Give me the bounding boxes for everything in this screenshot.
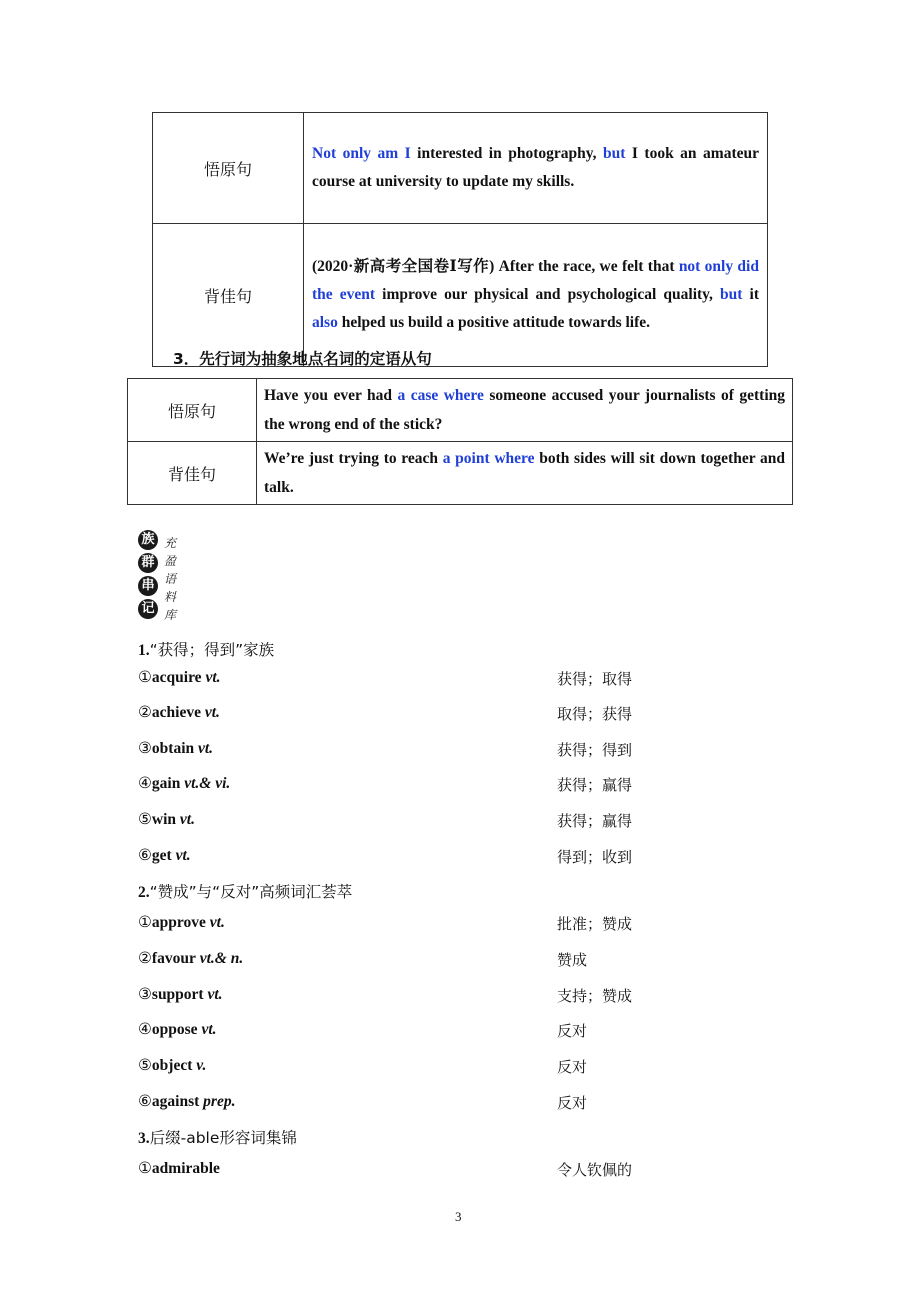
item-number: ② — [138, 950, 152, 967]
part-of-speech: vt.& vi. — [184, 775, 231, 792]
item-number: ⑥ — [138, 847, 152, 864]
vocab-row — [138, 1092, 698, 1111]
vocab-word: obtain — [151, 740, 195, 757]
sentence-fragment: it — [742, 286, 760, 303]
highlighted-phrase: not only did the event — [312, 258, 759, 303]
vocab-word: achieve — [151, 704, 201, 721]
item-number: ⑤ — [138, 811, 152, 828]
vocab-word: favour — [151, 950, 196, 967]
vocab-row — [138, 810, 698, 829]
vocab-meaning: 反对 — [557, 1094, 588, 1112]
group-title: “赞成”与“反对”高频词汇荟萃 — [149, 883, 353, 901]
vocab-word: object — [151, 1057, 193, 1074]
badge-side-char: 充 — [164, 536, 177, 550]
highlighted-phrase: a case where — [397, 387, 484, 404]
badge-char: 族 — [138, 530, 158, 550]
row-label: 悟原句 — [153, 113, 304, 224]
part-of-speech: vt. — [207, 986, 223, 1003]
item-number: ⑥ — [138, 1093, 152, 1110]
vocab-meaning: 赞成 — [557, 951, 588, 969]
vocab-word: win — [151, 811, 177, 828]
vocab-meaning: 令人钦佩的 — [557, 1161, 633, 1179]
part-of-speech: vt. — [204, 704, 220, 721]
vocab-row — [138, 1159, 698, 1178]
badge-char: 群 — [138, 553, 158, 573]
vocab-row — [138, 846, 698, 865]
item-number: ① — [138, 1160, 152, 1177]
vocab-word: acquire — [151, 669, 202, 686]
group-heading — [138, 880, 352, 902]
section-heading: 3．先行词为抽象地点名词的定语从句 — [173, 350, 432, 368]
part-of-speech: vt. — [175, 847, 191, 864]
badge-char: 记 — [138, 599, 158, 619]
item-number: ④ — [138, 1021, 152, 1038]
vocab-meaning: 批准；赞成 — [557, 915, 633, 933]
vocab-meaning: 得到；收到 — [557, 848, 633, 866]
item-number: ④ — [138, 775, 152, 792]
vocab-word: get — [151, 847, 172, 864]
vocab-row — [138, 949, 698, 968]
group-number: 3. — [138, 1130, 150, 1147]
part-of-speech: prep. — [203, 1093, 236, 1110]
highlighted-phrase: but — [603, 145, 626, 162]
vocab-word: approve — [151, 914, 206, 931]
vocab-word: against — [151, 1093, 200, 1110]
part-of-speech: vt.& n. — [199, 950, 244, 967]
vocab-row — [138, 1056, 698, 1075]
highlighted-phrase: a point where — [442, 450, 535, 467]
sentence-table-2 — [127, 378, 793, 505]
highlighted-phrase: also — [312, 314, 338, 331]
highlighted-phrase: but — [720, 286, 743, 303]
sentence-text — [304, 224, 768, 367]
vocab-word: oppose — [151, 1021, 198, 1038]
badge-side-char: 库 — [164, 608, 177, 622]
vocab-row — [138, 703, 698, 722]
row-label: 背佳句 — [153, 224, 304, 367]
vocab-row — [138, 668, 698, 687]
sentence-fragment: someone accused your journalists of getting the wrong end of the stick? — [264, 387, 786, 433]
item-number: ① — [138, 669, 152, 686]
badge-side-char: 语 — [164, 572, 177, 586]
vocab-word: gain — [151, 775, 181, 792]
vocab-meaning: 反对 — [557, 1058, 588, 1076]
item-number: ② — [138, 704, 152, 721]
vocab-row — [138, 913, 698, 932]
highlighted-phrase: Not only am I — [312, 145, 411, 162]
vocab-meaning: 取得；获得 — [557, 705, 633, 723]
vocab-meaning: 获得；取得 — [557, 670, 633, 688]
group-number: 1. — [138, 642, 150, 659]
row-label: 悟原句 — [128, 379, 257, 442]
item-number: ① — [138, 914, 152, 931]
sentence-fragment: interested in photography, — [410, 145, 603, 162]
group-title: 后缀-able形容词集锦 — [149, 1129, 297, 1147]
sentence-fragment: both sides will sit down together and talk. — [264, 450, 785, 496]
vocab-row — [138, 1020, 698, 1039]
vocab-meaning: 反对 — [557, 1022, 588, 1040]
sentence-text — [304, 113, 768, 224]
badge-side-char: 盈 — [164, 554, 177, 568]
vocab-meaning: 获得；赢得 — [557, 812, 633, 830]
sentence-table-1 — [152, 112, 768, 367]
part-of-speech: vt. — [209, 914, 225, 931]
part-of-speech: vt. — [201, 1021, 217, 1038]
sentence-fragment: I took an amateur course at university to update my skills. — [312, 145, 759, 190]
vocab-row — [138, 985, 698, 1004]
item-number: ⑤ — [138, 1057, 152, 1074]
part-of-speech: vt. — [198, 740, 214, 757]
page-number: 3 — [455, 1209, 462, 1224]
row-label: 背佳句 — [128, 442, 257, 505]
vocab-meaning: 获得；得到 — [557, 741, 633, 759]
part-of-speech: vt. — [205, 669, 221, 686]
vocab-word: support — [151, 986, 204, 1003]
group-heading — [138, 638, 274, 660]
group-heading — [138, 1126, 297, 1148]
sentence-text — [257, 442, 793, 505]
badge-side-char: 料 — [164, 590, 177, 604]
vocab-meaning: 获得；赢得 — [557, 776, 633, 794]
vocab-row — [138, 739, 698, 758]
group-number: 2. — [138, 884, 150, 901]
vocab-word: admirable — [151, 1160, 220, 1177]
part-of-speech: vt. — [179, 811, 195, 828]
sentence-fragment: improve our physical and psychological quality, — [375, 286, 721, 303]
part-of-speech: v. — [196, 1057, 207, 1074]
sentence-fragment: helped us build a positive attitude towards life. — [337, 314, 651, 331]
section-badge — [138, 528, 183, 628]
item-number: ③ — [138, 740, 152, 757]
sentence-fragment: (2020·新高考全国卷Ⅰ写作) After the race, we felt that — [312, 258, 679, 275]
vocab-row — [138, 774, 698, 793]
badge-char: 串 — [138, 576, 158, 596]
sentence-text — [257, 379, 793, 442]
item-number: ③ — [138, 986, 152, 1003]
group-title: “获得；得到”家族 — [149, 641, 275, 659]
sentence-fragment: We’re just trying to reach — [264, 450, 443, 467]
vocab-meaning: 支持；赞成 — [557, 987, 633, 1005]
sentence-fragment: Have you ever had — [264, 387, 398, 404]
